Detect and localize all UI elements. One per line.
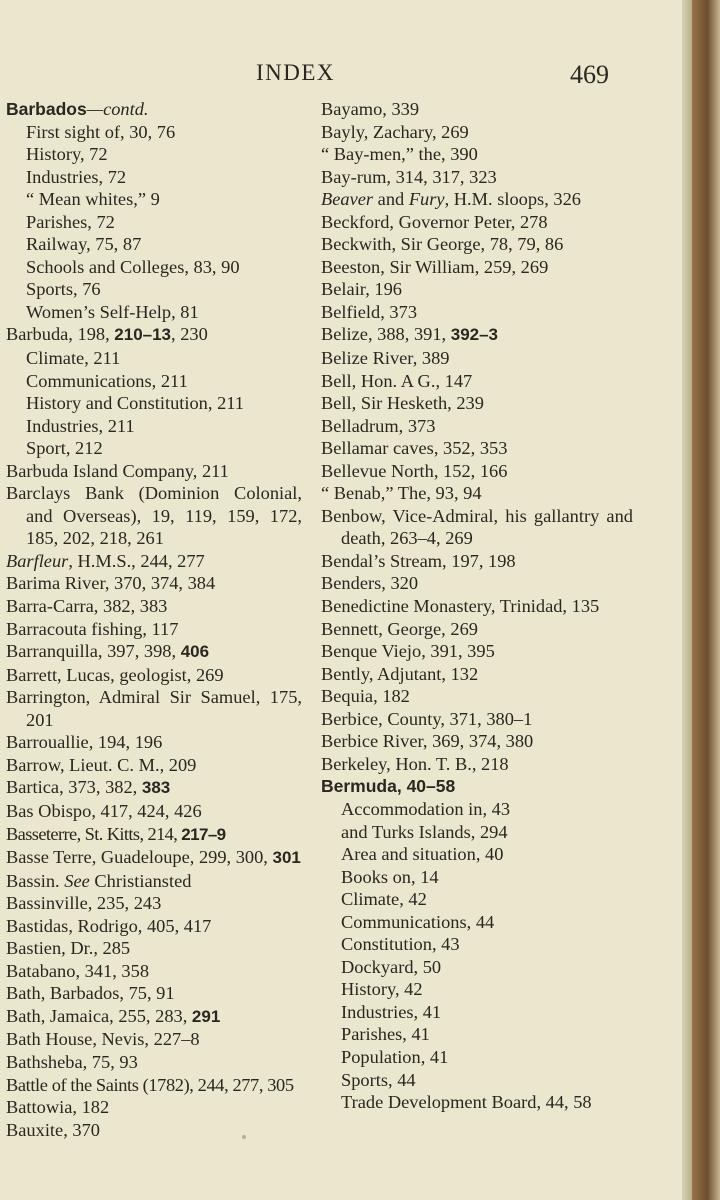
subentry: Dockyard, 50	[341, 956, 442, 977]
index-entry: Barbuda Island Company, 211	[6, 460, 229, 481]
index-entry: Bastien, Dr., 285	[6, 938, 131, 959]
subentry: Parishes, 72	[26, 211, 115, 232]
index-entry: Bassinville, 235, 243	[6, 893, 162, 914]
index-entry: Battowia, 182	[6, 1097, 110, 1118]
index-entry: Bayly, Zachary, 269	[321, 121, 469, 142]
index-entry: Bently, Adjutant, 132	[321, 663, 479, 684]
subentry: Industries, 72	[26, 166, 127, 187]
index-entry-basseterre: Basseterre, St. Kitts, 214, 217–9	[6, 823, 226, 844]
index-entry: Bath, Barbados, 75, 91	[6, 983, 175, 1004]
page-number: 469	[570, 60, 609, 89]
index-entry: Berbice, County, 371, 380–1	[321, 708, 533, 729]
index-entry: Bendal’s Stream, 197, 198	[321, 550, 516, 571]
subentry: Parishes, 41	[341, 1024, 430, 1045]
subentry: Industries, 41	[341, 1001, 442, 1022]
subentry: Climate, 42	[341, 889, 427, 910]
index-entry: Barracouta fishing, 117	[6, 618, 179, 639]
index-entry: Barima River, 370, 374, 384	[6, 573, 216, 594]
index-entry: “ Bay-men,” the, 390	[321, 144, 478, 165]
index-entry: Barra-Carra, 382, 383	[6, 596, 168, 617]
subentry: Sports, 76	[26, 279, 101, 300]
index-entry: Bellevue North, 152, 166	[321, 460, 508, 481]
subentry: Books on, 14	[341, 866, 439, 887]
subentry: History, 42	[341, 979, 423, 1000]
index-entry: Barrington, Admiral Sir Samuel, 175, 201	[6, 687, 302, 730]
subentry: Accommodation in, 43	[341, 798, 511, 819]
subentry: Area and situation, 40	[341, 844, 504, 865]
subentry: Constitution, 43	[341, 934, 460, 955]
index-entry: Beeston, Sir William, 259, 269	[321, 256, 549, 277]
index-entry: Barrett, Lucas, geologist, 269	[6, 664, 224, 685]
index-entry: Bath House, Nevis, 227–8	[6, 1029, 200, 1050]
index-entry: Bequia, 182	[321, 686, 410, 707]
book-edge	[692, 0, 720, 1200]
paper-speck	[242, 1135, 246, 1139]
index-entry: Bell, Hon. A G., 147	[321, 370, 473, 391]
index-entry: Bennett, George, 269	[321, 618, 478, 639]
index-entry-barfleur: Barfleur, H.M.S., 244, 277	[6, 550, 205, 571]
subentry: Communications, 44	[341, 911, 495, 932]
index-entry: Barclays Bank (Dominion Colonial, and Overseas), 19, 119, 159, 172, 185, 202, 218, 261	[6, 483, 302, 549]
index-entry: “ Benab,” The, 93, 94	[321, 483, 482, 504]
subentry: Sport, 212	[26, 438, 103, 459]
page-header	[0, 60, 690, 92]
index-entry-beaver-fury: Beaver and Fury, H.M. sloops, 326	[321, 189, 581, 210]
index-column-left	[6, 98, 302, 1141]
index-entry-belize: Belize, 388, 391, 392–3	[321, 324, 499, 345]
subentry: Women’s Self-Help, 81	[26, 301, 199, 322]
index-entry-basse-terre: Basse Terre, Guadeloupe, 299, 300, 301	[6, 847, 301, 868]
index-column-right	[321, 98, 633, 1114]
index-entry: Bell, Sir Hesketh, 239	[321, 393, 484, 414]
index-entry-bermuda: Bermuda, 40–58	[321, 776, 456, 797]
subentry: Railway, 75, 87	[26, 234, 142, 255]
subentry: Communications, 211	[26, 370, 188, 391]
subentry: “ Mean whites,” 9	[26, 189, 160, 210]
index-entry: Batabano, 341, 358	[6, 960, 150, 981]
subentry: Sports, 44	[341, 1069, 416, 1090]
subentry: History and Constitution, 211	[26, 393, 244, 414]
index-entry: Bellamar caves, 352, 353	[321, 438, 508, 459]
page-gutter-shadow	[682, 0, 692, 1200]
index-entry: Beckwith, Sir George, 78, 79, 86	[321, 234, 564, 255]
index-entry: Beckford, Governor Peter, 278	[321, 211, 548, 232]
index-entry-barranquilla: Barranquilla, 397, 398, 406	[6, 641, 210, 662]
index-entry: Benbow, Vice-Admiral, his gallantry and death, 263–4, 269	[321, 505, 633, 549]
index-entry: Bathsheba, 75, 93	[6, 1051, 138, 1072]
subentry: Schools and Colleges, 83, 90	[26, 256, 240, 277]
index-entry: Bastidas, Rodrigo, 405, 417	[6, 915, 212, 936]
index-entry: Belair, 196	[321, 279, 402, 300]
index-entry: Barrow, Lieut. C. M., 209	[6, 754, 197, 775]
index-entry: Battle of the Saints (1782), 244, 277, 305	[6, 1074, 294, 1095]
subentry: First sight of, 30, 76	[26, 121, 176, 142]
subentry: History, 72	[26, 144, 108, 165]
subentry: and Turks Islands, 294	[341, 821, 508, 842]
index-entry-barbuda: Barbuda, 198, 210–13, 230	[6, 324, 208, 345]
subentry: Industries, 211	[26, 415, 135, 436]
index-entry-bassin: Bassin. See Christiansted	[6, 870, 192, 891]
index-entry: Bauxite, 370	[6, 1119, 100, 1140]
index-entry: Belladrum, 373	[321, 415, 436, 436]
index-entry: Benders, 320	[321, 573, 419, 594]
index-entry: Benque Viejo, 391, 395	[321, 641, 495, 662]
running-title: INDEX	[256, 60, 336, 85]
index-entry: Bay-rum, 314, 317, 323	[321, 166, 497, 187]
index-entry-bartica: Bartica, 373, 382, 383	[6, 777, 171, 798]
index-entry-bath-jamaica: Bath, Jamaica, 255, 283, 291	[6, 1005, 221, 1026]
index-entry-barbados: Barbados—contd.	[6, 99, 149, 119]
index-entry: Bayamo, 339	[321, 99, 420, 119]
index-entry: Benedictine Monastery, Trinidad, 135	[321, 596, 600, 617]
index-entry: Berkeley, Hon. T. B., 218	[321, 753, 509, 774]
subentry: Climate, 211	[26, 348, 121, 369]
index-entry: Belize River, 389	[321, 348, 450, 369]
index-entry: Belfield, 373	[321, 301, 418, 322]
subentry: Trade Development Board, 44, 58	[341, 1092, 592, 1113]
subentry: Population, 41	[341, 1046, 449, 1067]
index-entry: Bas Obispo, 417, 424, 426	[6, 800, 202, 821]
index-entry: Berbice River, 369, 374, 380	[321, 731, 534, 752]
index-entry: Barrouallie, 194, 196	[6, 732, 163, 753]
